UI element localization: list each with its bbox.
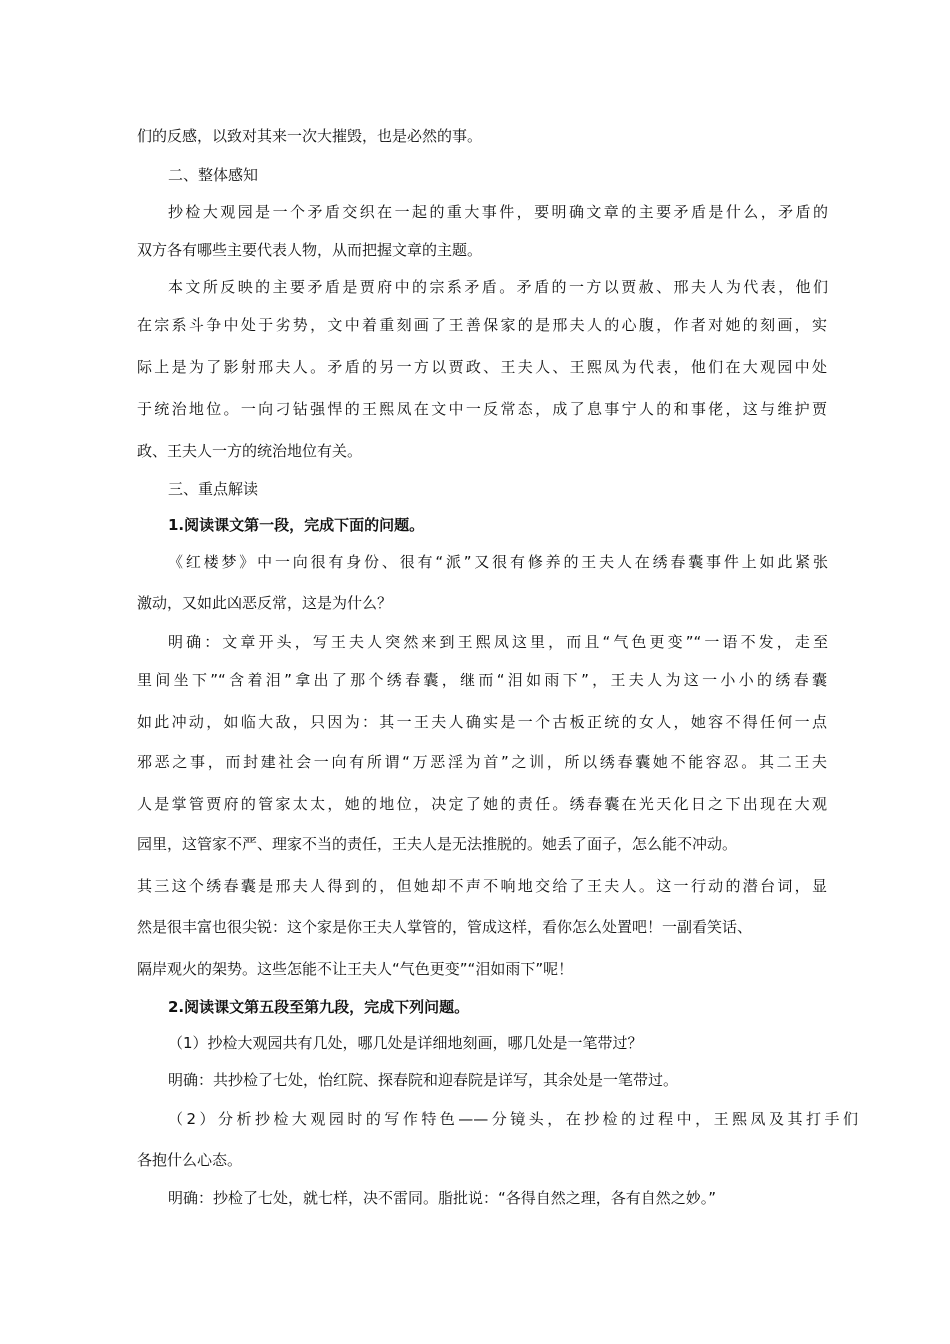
question-line: 激动，又如此凶恶反常，这是为什么？ (137, 594, 393, 612)
answer-2-part-2: 明确：抄检了七处，就七样，决不雷同。脂批说：“各得自然之理，各有自然之妙。” (168, 1189, 717, 1207)
question-1-title: 1.阅读课文第一段，完成下面的问题。 (168, 516, 425, 534)
answer-line: 其三这个绣春囊是邢夫人得到的，但她却不声不响地交给了王夫人。这一行动的潜台词，显 (137, 877, 827, 895)
answer-line: 里间坐下”“含着泪”拿出了那个绣春囊，继而“泪如雨下”，王夫人为这一小小的绣春囊 (137, 671, 827, 689)
answer-line: 人是掌管贾府的管家太太，她的地位，决定了她的责任。绣春囊在光天化日之下出现在大观 (137, 795, 827, 813)
answer-2-part-1: 明确：共抄检了七处，怡红院、探春院和迎春院是详写，其余处是一笔带过。 (168, 1071, 679, 1089)
answer-line: 如此冲动，如临大敌，只因为：其一王夫人确实是一个古板正统的女人，她容不得任何一点 (137, 713, 827, 731)
section-heading-overall: 二、整体感知 (168, 166, 259, 184)
answer-line: 隔岸观火的架势。这些怎能不让王夫人“气色更变”“泪如雨下”呢！ (137, 960, 574, 978)
question-line: 《红楼梦》中一向很有身份、很有“派”又很有修养的王夫人在绣春囊事件上如此紧张 (168, 553, 828, 571)
answer-line: 然是很丰富也很尖锐：这个家是你王夫人掌管的，管成这样，看你怎么处置吧！一副看笑话、 (137, 918, 753, 936)
paragraph-line: 在宗系斗争中处于劣势，文中着重刻画了王善保家的是邢夫人的心腹，作者对她的刻画，实 (137, 316, 827, 334)
paragraph-line: 们的反感，以致对其来一次大摧毁，也是必然的事。 (137, 127, 483, 145)
paragraph-line: 抄检大观园是一个矛盾交织在一起的重大事件，要明确文章的主要矛盾是什么，矛盾的 (168, 203, 828, 221)
paragraph-line: 际上是为了影射邢夫人。矛盾的另一方以贾政、王夫人、王熙凤为代表，他们在大观园中处 (137, 358, 827, 376)
paragraph-line: 于统治地位。一向刁钻强悍的王熙凤在文中一反常态，成了息事宁人的和事佬，这与维护贾 (137, 400, 827, 418)
paragraph-line: 本文所反映的主要矛盾是贾府中的宗系矛盾。矛盾的一方以贾赦、邢夫人为代表，他们 (168, 278, 828, 296)
answer-line: 园里，这管家不严、理家不当的责任，王夫人是无法推脱的。她丢了面子，怎么能不冲动。 (137, 835, 738, 853)
answer-line: 邪恶之事，而封建社会一向有所谓“万恶淫为首”之训，所以绣春囊她不能容忍。其二王夫 (137, 753, 827, 771)
question-2-part-2-line: 各抱什么心态。 (137, 1151, 243, 1169)
question-2-part-2-line: （2）分析抄检大观园时的写作特色——分镜头，在抄检的过程中，王熙凤及其打手们 (168, 1110, 858, 1128)
paragraph-line: 政、王夫人一方的统治地位有关。 (137, 442, 363, 460)
paragraph-line: 双方各有哪些主要代表人物，从而把握文章的主题。 (137, 241, 483, 259)
question-2-title: 2.阅读课文第五段至第九段，完成下列问题。 (168, 998, 470, 1016)
question-2-part-1: （1）抄检大观园共有几处，哪几处是详细地刻画，哪几处是一笔带过？ (168, 1034, 643, 1052)
section-heading-key-reading: 三、重点解读 (168, 480, 259, 498)
answer-line: 明确：文章开头，写王夫人突然来到王熙凤这里，而且“气色更变”“一语不发，走至 (168, 633, 828, 651)
